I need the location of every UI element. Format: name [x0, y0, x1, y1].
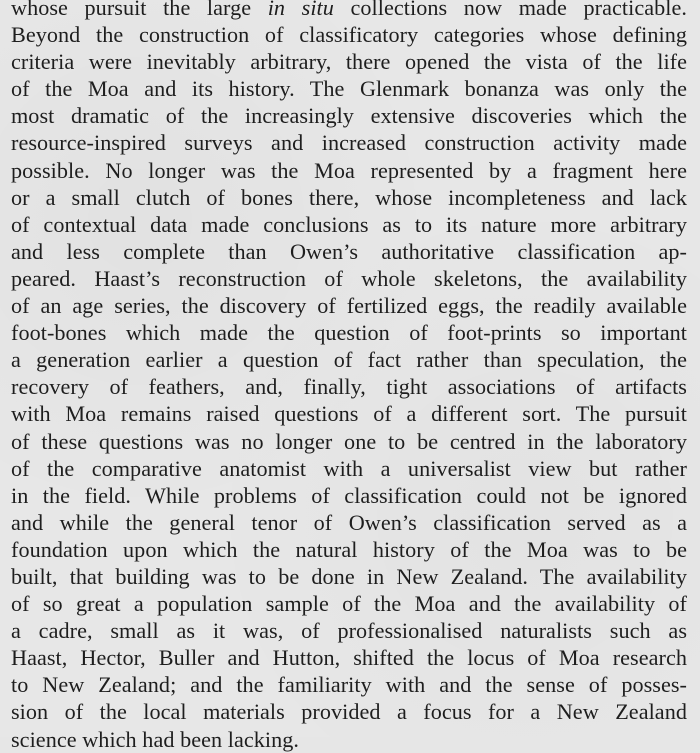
italic-phrase: in situ: [267, 0, 334, 20]
text-line: of so great a population sample of the Moa and the availability of: [11, 591, 687, 617]
text-line: science which had been lacking.: [11, 726, 300, 752]
body-text: [11, 0, 687, 753]
text-line: a cadre, small as it was, of professionalised naturalists such as: [11, 618, 687, 644]
text-line: foot-bones which made the question of foot-prints so important: [11, 320, 687, 346]
text-line: resource-inspired surveys and increased construction activity made: [11, 130, 687, 156]
text-line: with Moa remains raised questions of a different sort. The pursuit: [11, 401, 687, 427]
text-line: of these questions was no longer one to be centred in the laboratory: [11, 428, 687, 454]
text-line: whose pursuit the large in situ collections now made practicable.: [11, 0, 687, 21]
text-line: recovery of feathers, and, finally, tight associations of artifacts: [11, 374, 687, 400]
text-line: possible. No longer was the Moa represented by a fragment here: [11, 157, 687, 183]
text-line: in the field. While problems of classification could not be ignored: [11, 482, 687, 508]
text-line: of the comparative anatomist with a universalist view but rather: [11, 455, 687, 481]
text-line: or a small clutch of bones there, whose incompleteness and lack: [11, 184, 687, 210]
text-line: of the Moa and its history. The Glenmark bonanza was only the: [11, 76, 687, 102]
text-line: foundation upon which the natural history of the Moa was to be: [11, 536, 687, 562]
text-line: a generation earlier a question of fact rather than speculation, the: [11, 347, 687, 373]
text-line: most dramatic of the increasingly extensive discoveries which the: [11, 103, 687, 129]
text-line: and less complete than Owen’s authoritative classification ap-: [11, 238, 687, 264]
text-line: and while the general tenor of Owen’s classification served as a: [11, 509, 687, 535]
text-line: Haast, Hector, Buller and Hutton, shifted the locus of Moa research: [11, 645, 687, 671]
text-line: built, that building was to be done in New Zealand. The availability: [11, 563, 687, 589]
text-line: criteria were inevitably arbitrary, there opened the vista of the life: [11, 49, 687, 75]
text-line: of contextual data made conclusions as to its nature more arbitrary: [11, 211, 687, 237]
text-line: to New Zealand; and the familiarity with and the sense of posses-: [11, 672, 687, 698]
text-line: peared. Haast’s reconstruction of whole skeletons, the availability: [11, 265, 687, 291]
text-line: of an age series, the discovery of fertilized eggs, the readily available: [11, 293, 687, 319]
text-line: sion of the local materials provided a focus for a New Zealand: [11, 699, 687, 725]
text-line: Beyond the construction of classificatory categories whose defining: [11, 22, 687, 48]
